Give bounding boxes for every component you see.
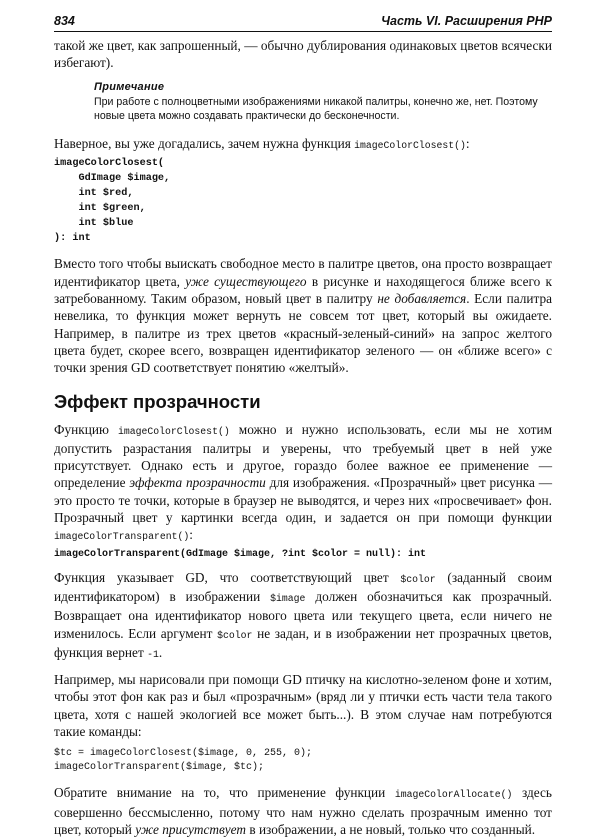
inline-code: -1 — [147, 648, 159, 660]
inline-code: $color — [217, 629, 253, 641]
note-title: Примечание — [94, 80, 165, 93]
text-run: для изображения. «Прозрачный» цвет рисунка — это просто те точки, которые в браузер не выводятся, и через них «просвечивает» фон. Прозрачный цвет у картинки всегда один, и задается он при помощи функции — [54, 475, 552, 526]
paragraph-transparency-intro — [54, 421, 552, 546]
paragraph-intro-function — [54, 135, 552, 154]
inline-code: imageColorClosest() — [118, 425, 230, 437]
page-number: 834 — [54, 14, 75, 28]
text-run: (заданный своим идентификатором) в изображении — [54, 569, 552, 604]
text-run: Вместо того чтобы выискать свободное место в палитре цветов, она просто возвращает идентификатор цвета, — [54, 256, 552, 289]
function-signature-imagecolorclosest — [54, 156, 552, 247]
running-header — [54, 14, 552, 32]
signature-line: imageColorClosest( — [54, 157, 165, 169]
emphasis: не добавляется — [377, 291, 467, 307]
text-run: : — [465, 135, 470, 151]
signature-line: int $green, — [54, 203, 146, 215]
emphasis: уже присутствует — [135, 821, 247, 837]
paragraph-continuation: такой же цвет, как запрошенный, — обычно дублирования одинаковых цветов всячески избегают). — [54, 38, 552, 71]
emphasis: уже существующего — [185, 273, 307, 289]
text-run: . — [158, 644, 163, 660]
text-run: должен обозначиться как прозрачный. Возвращает она идентификатор нового цвета или текущего цвета, если ничего не изменилось. Если аргумент — [54, 588, 552, 641]
paragraph-final-note — [54, 784, 552, 838]
text-run: здесь совершенно бессмысленно, потому что нам нужно сделать прозрачным именно тот цвет, который — [54, 785, 552, 837]
signature-line: int $blue — [54, 218, 134, 230]
section-heading: Эффект прозрачности — [54, 390, 261, 412]
emphasis: эффекта прозрачности — [129, 475, 266, 491]
text-run: Наверное, вы уже догадались, зачем нужна функция — [54, 135, 355, 151]
inline-code: $image — [270, 592, 306, 604]
text-run: можно и нужно использовать, если мы не хотим допустить разрастания палитры и уверены, что требуемый цвет в ней уже присутствует. Однако есть и другое, гораздо более важное ее применение — определение — [54, 421, 552, 491]
inline-code: imageColorClosest() — [354, 139, 466, 151]
inline-code: $color — [400, 573, 436, 585]
code-line: $tc = imageColorClosest($image, 0, 255, 0); — [54, 748, 313, 760]
text-run: Функцию — [54, 421, 118, 437]
book-page — [54, 14, 552, 838]
inline-code: imageColorAllocate() — [394, 789, 513, 801]
code-line: imageColorTransparent($image, $tc); — [54, 762, 265, 774]
paragraph-example: Например, мы нарисовали при помощи GD птичку на кислотно-зеленом фоне и хотим, чтобы этот фон как раз и был «прозрачным» (вряд ли у птички есть части тела такого цвета, хотя с нашей экологией все может быть...). В этом случае нам потребуются такие команды: — [54, 672, 552, 739]
text-run: . Если палитра невелика, то функция может вернуть не совсем тот цвет, который вы ожидаете. Например, в палитре из трех цветов «красный-зеленый-синий» на запрос желтого цвета будет, скорее всего, возвращен идентификатор зеленого — он «ближе всего» с точки зрения GD соответствует понятию «желтый». — [54, 291, 552, 376]
function-signature-imagecolortransparent: imageColorTransparent(GdImage $image, ?int $color = null): int — [54, 548, 427, 560]
inline-code: imageColorTransparent() — [54, 531, 190, 543]
signature-line: GdImage $image, — [54, 172, 171, 184]
signature-line: int $red, — [54, 188, 134, 200]
text-run: Обратите внимание на то, что применение функции — [54, 785, 395, 801]
paragraph-transparent-explanation — [54, 569, 552, 663]
text-run: Функция указывает GD, что соответствующий цвет — [54, 569, 401, 585]
text-run: в рисунке и находящегося ближе всего к затребованному. Таким образом, новый цвет в палитру — [54, 273, 552, 307]
code-example — [54, 747, 552, 775]
text-run: : — [189, 527, 193, 543]
text-run: не задан, и в изображении нет прозрачных цветов, функция вернет — [54, 625, 552, 660]
running-title: Часть VI. Расширения PHP — [381, 14, 552, 28]
note-box — [94, 81, 552, 123]
signature-line: ): int — [54, 233, 91, 245]
paragraph-closest-explanation — [54, 255, 552, 376]
note-text: При работе с полноцветными изображениями никакой палитры, конечно же, нет. Поэтому новые цвета можно создавать практически до бесконечности. — [94, 95, 538, 122]
text-run: в изображении, а не новый, только что созданный. — [246, 821, 536, 837]
